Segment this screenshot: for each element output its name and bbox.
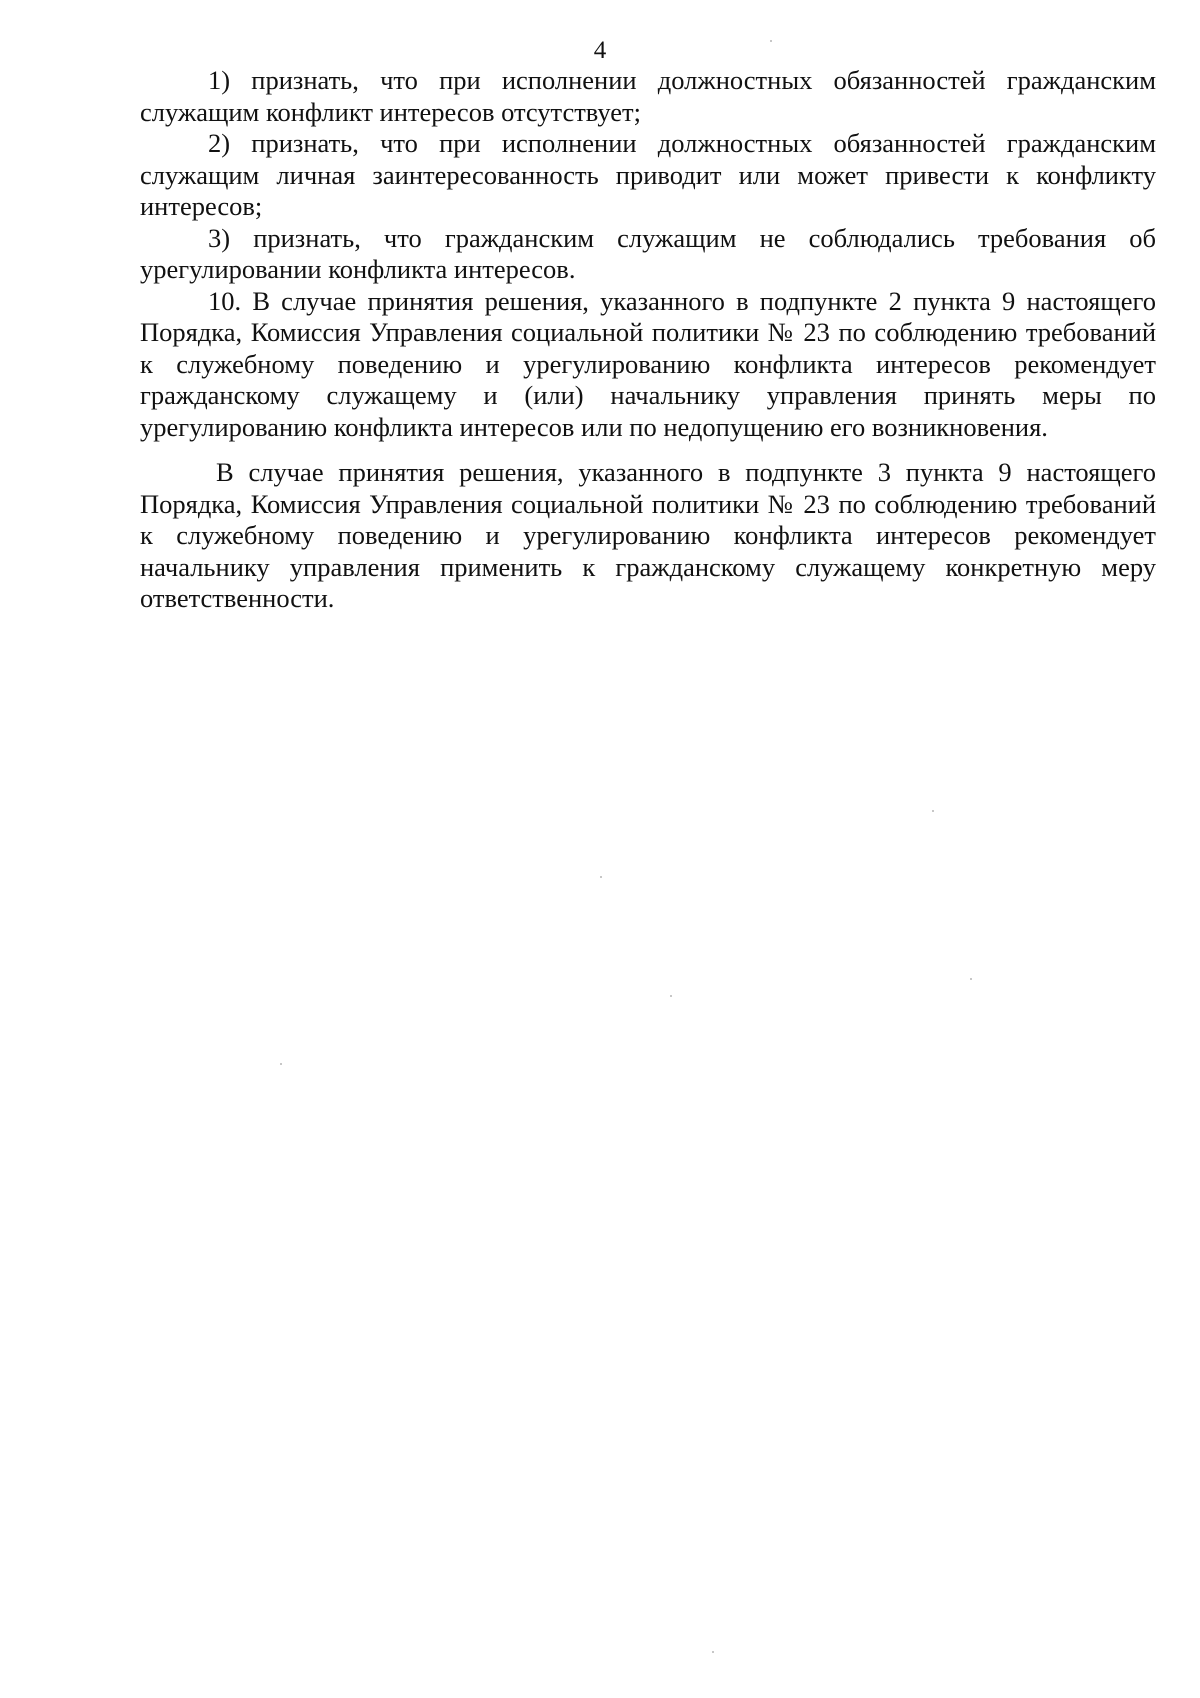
scan-speck	[600, 876, 602, 878]
scan-speck	[970, 978, 972, 980]
paragraph-item-3: 3) признать, что гражданским служащим не соблюдались требования об урегулировании конфликта интересов.	[140, 222, 1156, 284]
scan-speck	[670, 995, 672, 997]
page-number: 4	[593, 37, 607, 64]
scan-speck	[712, 1651, 714, 1653]
paragraph-item-2: 2) признать, что при исполнении должностных обязанностей гражданским служащим личная заинтересованность приводит или может привести к конфликту интересов;	[140, 128, 1156, 221]
paragraph-clause-10-continued: В случае принятия решения, указанного в подпункте 3 пункта 9 настоящего Порядка, Комиссия Управления социальной политики № 23 по соблюдению требований к служебному поведению и урегулированию конфликта интересов рекомендует начальнику управления применить к гражданскому служащему конкретную меру ответственности.	[140, 457, 1156, 613]
scan-speck	[280, 1063, 282, 1065]
document-body	[140, 65, 1156, 615]
scan-speck	[770, 40, 772, 42]
scan-speck	[932, 810, 934, 812]
paragraph-item-1: 1) признать, что при исполнении должностных обязанностей гражданским служащим конфликт интересов отсутствует;	[140, 65, 1156, 127]
paragraph-clause-10: 10. В случае принятия решения, указанного в подпункте 2 пункта 9 настоящего Порядка, Комиссия Управления социальной политики № 23 по соблюдению требований к служебному поведению и урегулированию конфликта интересов рекомендует гражданскому служащему и (или) начальнику управления принять меры по урегулированию конфликта интересов или по недопущению его возникновения.	[140, 285, 1156, 442]
